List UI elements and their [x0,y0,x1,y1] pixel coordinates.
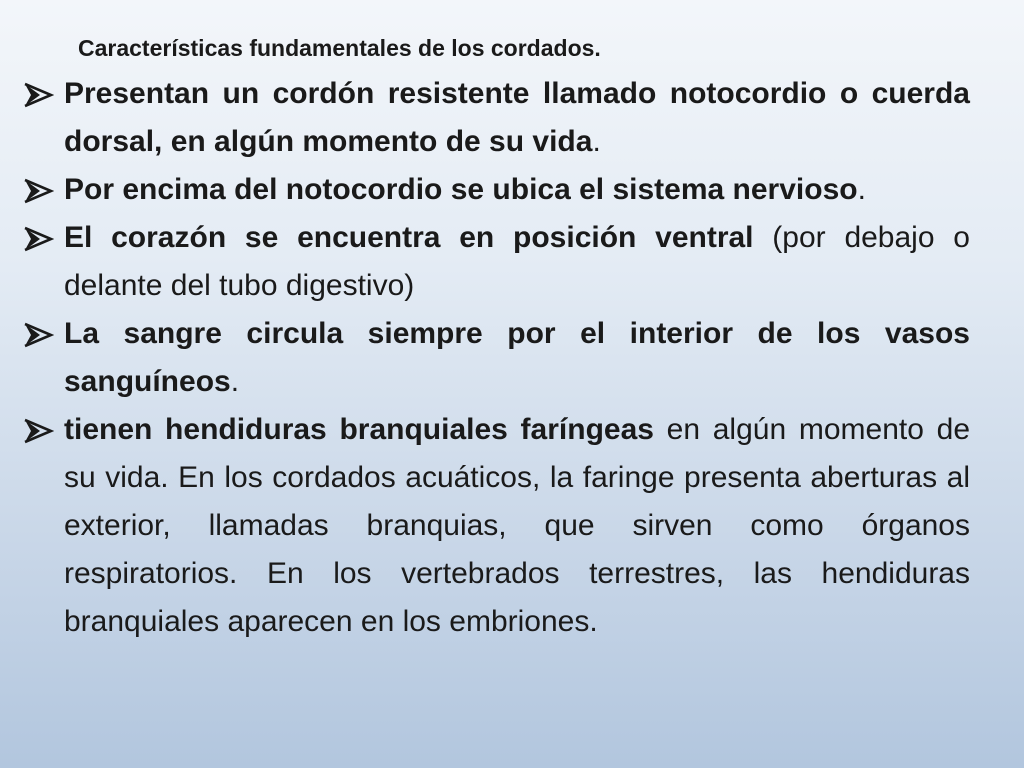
arrow-bullet-icon [22,417,54,445]
bullet-text: (por debajo o delante del tubo digestivo) [64,221,970,302]
bullet-item [22,406,970,646]
arrow-bullet-icon [22,225,54,253]
bullet-list [22,70,970,646]
arrow-bullet-icon [22,81,54,109]
arrow-bullet-icon [22,321,54,349]
bullet-bold-text: Por encima del notocordio se ubica el sistema nervioso [64,173,858,206]
bullet-bold-text: tienen hendiduras branquiales faríngeas [64,413,654,446]
bullet-item [22,310,970,406]
bullet-bold-text: El corazón se encuentra en posición ventral [64,221,754,254]
bullet-text: . [857,173,866,206]
bullet-text: . [230,365,240,398]
bullet-text: en algún momento de su vida. En los cordados acuáticos, la faringe presenta aberturas al exterior, llamadas branquias, que sirven como órganos respiratorios. En los vertebrados terrestres, las hendiduras branquiales aparecen en los embriones. [64,413,970,638]
bullet-bold-text: La sangre circula siempre por el interior de los vasos sanguíneos [64,317,970,398]
bullet-bold-text: Presentan un cordón resistente llamado notocordio o cuerda dorsal, en algún momento de su vida [64,77,970,158]
bullet-text: . [592,125,601,158]
bullet-item [22,70,970,166]
bullet-item [22,166,970,214]
arrow-bullet-icon [22,177,54,205]
bullet-item [22,214,970,310]
slide-heading: Características fundamentales de los cordados. [78,35,601,61]
